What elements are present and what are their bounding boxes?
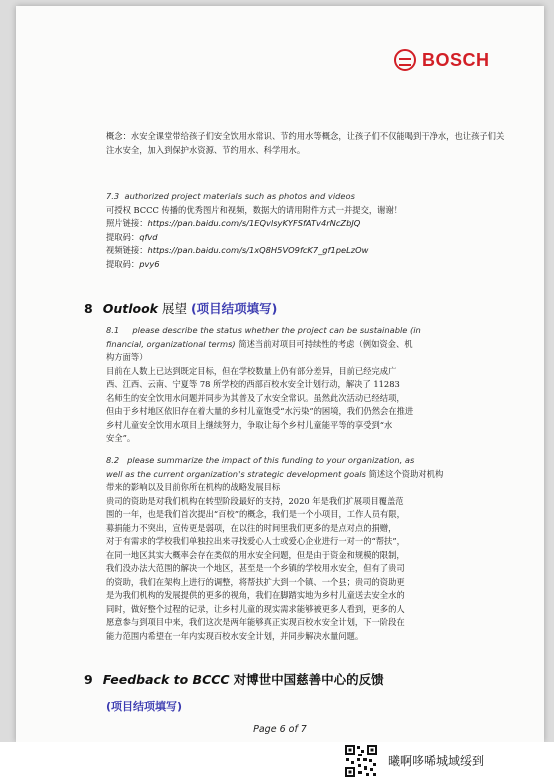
- a1-line: 名师生的安全饮用水问题并同步为其普及了水安全常识。虽然此次活动已经结项，: [106, 392, 405, 403]
- video-code-label: 提取码：: [106, 258, 140, 269]
- logo-text: BOSCH: [422, 49, 490, 70]
- a2-line: 对于有需求的学校我们单独拉出来寻找爱心人士或爱心企业进行一对一的“帮扶”，: [106, 536, 405, 546]
- q1-line2-cn: 简述当前对项目可持续性的考虑（例如资金、机: [238, 338, 413, 349]
- q2-line1: please summarize the impact of this funding to your organization, as: [127, 455, 415, 465]
- photo-link-label: 照片链接：: [106, 218, 148, 228]
- a1-line: 但由于乡村地区依旧存在着大量的乡村儿童饱受“水污染”的困境，我们仍然会在推进: [106, 406, 414, 416]
- concept-text: 概念：水安全课堂带给孩子们安全饮用水常识、节约用水等概念，让孩子们不仅能喝到干净水，也让孩子们关注水安全，加入到保护水资源、节约用水、科学用水。: [106, 131, 505, 155]
- a2-line: 在同一地区其实大概率会存在类似的用水安全问题，但是由于资金和规模的限制，: [106, 549, 405, 560]
- s9-fill-note: (项目结项填写): [106, 700, 183, 713]
- photo-code-label: 提取码：: [106, 231, 140, 242]
- section-7-3: [106, 190, 516, 271]
- section-9-heading: [84, 670, 384, 688]
- section-8-1: [106, 324, 516, 446]
- q2-num: 8.2: [106, 455, 120, 465]
- a2-line: 的资助，我们在架构上进行的调整，将帮扶扩大到一个镇、一个县；贵司的资助更: [106, 576, 405, 587]
- a2-line: 愿意参与到项目中来，我们这次是两年能够真正实现百校水安全计划，下一阶段在: [106, 617, 405, 627]
- bosch-logo: [394, 46, 490, 74]
- a2-line: 募捐能力不突出，宣传更是弱项，在以往的时间里我们更多的是点对点的捐赠，: [106, 522, 397, 533]
- s8-num: 8: [84, 301, 93, 316]
- a2-line: 我们没办法大范围的解决一个地区，甚至是一个乡镇的学校用水安全，但有了贵司: [106, 563, 405, 573]
- a2-line: 是为我们机构的发展提供的更多的视角，我们在脚踏实地为乡村儿童送去安全水的: [106, 590, 405, 600]
- section-8-2: [106, 454, 516, 643]
- a2-line: 同时，做好整个过程的记录，让乡村儿童的现实需求能够被更多人看到，更多的人: [106, 603, 405, 614]
- s8-title-en: Outlook: [102, 301, 158, 316]
- s8-title-cn: 展望: [161, 301, 187, 316]
- page-number: Page 6 of 7: [253, 724, 307, 735]
- q2-line3: 带来的影响以及目前你所在机构的战略发展目标: [106, 482, 281, 492]
- s73-num: 7.3: [106, 191, 120, 201]
- video-link-label: 视频链接：: [106, 245, 148, 255]
- q2-line2-en: well as the current organization's strategic development goals: [106, 468, 366, 479]
- q1-line3: 构方面等）: [106, 352, 148, 362]
- a2-line: 贵司的资助是对我们机构在转型阶段最好的支持，2020 年是我们扩展项目覆盖范: [106, 495, 404, 506]
- s9-num: 9: [84, 672, 93, 687]
- video-link[interactable]: https://pan.baidu.com/s/1xQ8H5VO9fcK7_gf1peLzOw: [147, 245, 369, 255]
- document-page: [16, 6, 544, 742]
- s8-fill-note: (项目结项填写): [190, 301, 278, 316]
- q1-num: 8.1: [106, 325, 120, 335]
- q1-line2-en: financial, organizational terms): [106, 338, 236, 349]
- s73-intro: 可授权 BCCC 传播的优秀图片和视频，数据大的请用附件方式一并提交，谢谢！: [106, 204, 403, 215]
- bosch-armature-icon: [394, 49, 416, 71]
- section-8-heading: [84, 299, 277, 317]
- s9-title-en: Feedback to BCCC: [102, 672, 230, 687]
- photo-link[interactable]: https://pan.baidu.com/s/1EQvlsyKYFSfATv4rNcZbJQ: [147, 218, 361, 228]
- a2-line: 围的一年，也是我们首次提出“百校”的概念，我们是一个小项目，工作人员有限，: [106, 509, 405, 519]
- a1-line: 西、江西、云南、宁夏等 78 所学校的西部百校水安全计划行动，解决了 11283: [106, 379, 400, 389]
- video-code: pvy6: [139, 258, 160, 269]
- q1-line1: please describe the status whether the project can be sustainable (in: [132, 325, 421, 335]
- a2-line: 能力范围内希望在一年内实现百校水安全计划，并同步解决水量问题。: [106, 630, 364, 641]
- s73-title: authorized project materials such as photos and videos: [124, 191, 355, 201]
- a1-line: 乡村儿童安全饮用水项目上继续努力，争取让每个乡村儿童能平等的享受到“水: [106, 419, 393, 430]
- a1-line: 安全”。: [106, 433, 136, 443]
- s9-title-cn: 对博世中国慈善中心的反馈: [233, 672, 384, 687]
- footer-text: 曦啊哆唏城域绥到: [388, 754, 485, 768]
- concept-paragraph: [106, 130, 506, 157]
- q2-line2-cn: 简述这个资助对机构: [368, 468, 444, 479]
- qr-code-icon: [344, 744, 378, 778]
- photo-code: qfvd: [139, 231, 158, 242]
- a1-line: 目前在人数上已达到既定目标，但在学校数量上仍有部分差异，目前已经完成广: [106, 365, 397, 376]
